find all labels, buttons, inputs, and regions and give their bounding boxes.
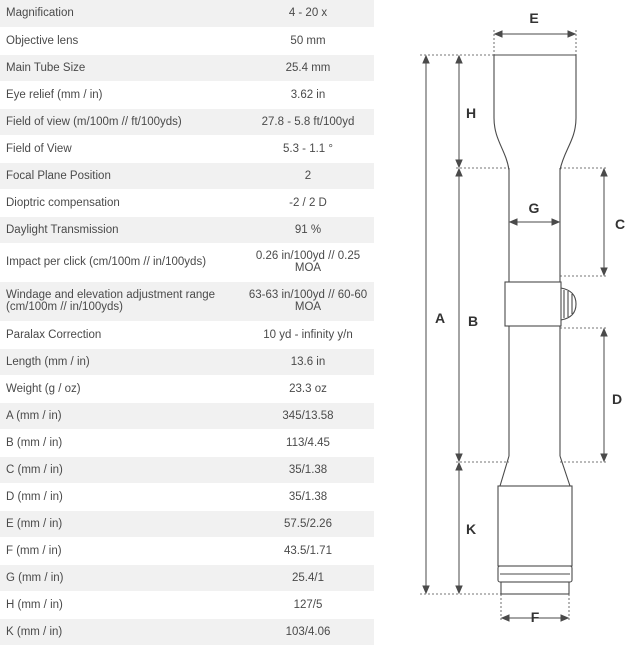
spec-value: 345/13.58	[242, 402, 374, 429]
label-k: K	[465, 521, 477, 537]
spec-row	[0, 108, 374, 135]
label-g: G	[528, 200, 540, 216]
scope-dimension-diagram	[374, 0, 640, 640]
spec-label: Length (mm / in)	[0, 348, 242, 375]
spec-value: 23.3 oz	[242, 375, 374, 402]
spec-row	[0, 483, 374, 510]
ocular-taper	[500, 456, 570, 486]
scope-outline	[494, 55, 576, 594]
spec-row	[0, 189, 374, 216]
spec-label: Magnification	[0, 0, 242, 27]
spec-row	[0, 0, 374, 27]
spec-label: C (mm / in)	[0, 456, 242, 483]
spec-row	[0, 81, 374, 108]
spec-value: 63-63 in/100yd // 60-60 MOA	[242, 281, 374, 321]
label-b: B	[467, 313, 479, 329]
spec-row	[0, 281, 374, 321]
spec-value: 50 mm	[242, 27, 374, 54]
spec-label: H (mm / in)	[0, 591, 242, 618]
spec-value: 13.6 in	[242, 348, 374, 375]
spec-label: Objective lens	[0, 27, 242, 54]
spec-label: Eye relief (mm / in)	[0, 81, 242, 108]
spec-row	[0, 537, 374, 564]
spec-row	[0, 564, 374, 591]
spec-label: D (mm / in)	[0, 483, 242, 510]
objective-bell	[494, 55, 576, 170]
spec-label: Paralax Correction	[0, 321, 242, 348]
spec-value: 127/5	[242, 591, 374, 618]
spec-row	[0, 321, 374, 348]
label-c: C	[614, 216, 626, 232]
spec-row	[0, 27, 374, 54]
spec-row	[0, 402, 374, 429]
spec-row	[0, 429, 374, 456]
spec-row	[0, 510, 374, 537]
spec-value: 0.26 in/100yd // 0.25 MOA	[242, 243, 374, 281]
ocular-body	[498, 486, 572, 566]
spec-value: 35/1.38	[242, 483, 374, 510]
spec-label: Field of View	[0, 135, 242, 162]
spec-value: 91 %	[242, 216, 374, 243]
spec-label: B (mm / in)	[0, 429, 242, 456]
label-d: D	[611, 391, 623, 407]
spec-label: G (mm / in)	[0, 564, 242, 591]
spec-value: 3.62 in	[242, 81, 374, 108]
spec-label: Impact per click (cm/100m // in/100yds)	[0, 243, 242, 281]
spec-value: 57.5/2.26	[242, 510, 374, 537]
spec-value: 27.8 - 5.8 ft/100yd	[242, 108, 374, 135]
main-tube-lower	[509, 326, 560, 456]
spec-label: E (mm / in)	[0, 510, 242, 537]
spec-row	[0, 348, 374, 375]
spec-row	[0, 456, 374, 483]
label-a: A	[434, 310, 446, 326]
spec-label: Focal Plane Position	[0, 162, 242, 189]
spec-value: 25.4/1	[242, 564, 374, 591]
spec-row	[0, 591, 374, 618]
spec-value: 43.5/1.71	[242, 537, 374, 564]
label-h: H	[465, 105, 477, 121]
knob-ridges	[564, 290, 572, 318]
spec-value: 25.4 mm	[242, 54, 374, 81]
spec-row	[0, 162, 374, 189]
spec-label: Weight (g / oz)	[0, 375, 242, 402]
spec-label: F (mm / in)	[0, 537, 242, 564]
spec-value: -2 / 2 D	[242, 189, 374, 216]
spec-row	[0, 618, 374, 645]
spec-value: 113/4.45	[242, 429, 374, 456]
label-f: F	[530, 609, 540, 625]
label-e: E	[529, 10, 539, 26]
spec-label: Daylight Transmission	[0, 216, 242, 243]
spec-label: K (mm / in)	[0, 618, 242, 645]
spec-row	[0, 135, 374, 162]
spec-value: 4 - 20 x	[242, 0, 374, 27]
spec-value: 10 yd - infinity y/n	[242, 321, 374, 348]
spec-label: A (mm / in)	[0, 402, 242, 429]
spec-label: Windage and elevation adjustment range (cm/100m // in/100yds)	[0, 281, 242, 321]
dimension-labels	[435, 10, 625, 625]
spec-value: 103/4.06	[242, 618, 374, 645]
spec-label: Main Tube Size	[0, 54, 242, 81]
turret-ring	[505, 282, 561, 326]
spec-value: 35/1.38	[242, 456, 374, 483]
eyepiece	[501, 582, 569, 594]
spec-row	[0, 54, 374, 81]
spec-label: Field of view (m/100m // ft/100yds)	[0, 108, 242, 135]
spec-label: Dioptric compensation	[0, 189, 242, 216]
spec-row	[0, 375, 374, 402]
spec-value: 2	[242, 162, 374, 189]
spec-row	[0, 243, 374, 281]
spec-value: 5.3 - 1.1 °	[242, 135, 374, 162]
spec-row	[0, 216, 374, 243]
